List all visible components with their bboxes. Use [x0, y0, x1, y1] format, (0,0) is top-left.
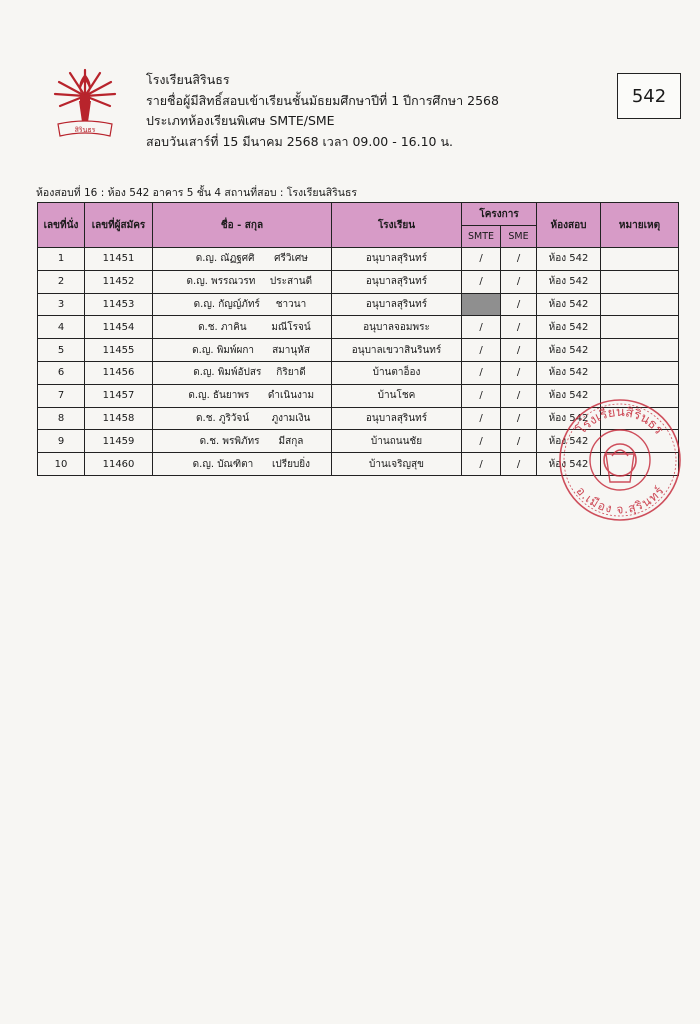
seat-cell: 7 — [38, 384, 85, 407]
col-note: หมายเหตุ — [601, 203, 679, 248]
name-cell — [153, 453, 332, 476]
table-row — [38, 293, 679, 316]
seat-cell: 9 — [38, 430, 85, 453]
col-smte: SMTE — [462, 226, 501, 248]
note-cell — [601, 339, 679, 362]
school-name: โรงเรียนสิรินธร — [146, 72, 230, 87]
sme-cell: / — [501, 407, 537, 430]
document-title: รายชื่อผู้มีสิทธิ์สอบเข้าเรียนชั้นมัธยมศึกษาปีที่ 1 ปีการศึกษา 2568 — [146, 92, 499, 108]
svg-text:โรงเรียนสิรินธร: โรงเรียนสิรินธร — [574, 404, 666, 438]
table-row — [38, 248, 679, 271]
document-header — [146, 70, 586, 152]
last-name: มีสกุล — [278, 435, 304, 447]
seat-cell: 1 — [38, 248, 85, 271]
last-name: เปรียบยิ่ง — [271, 458, 311, 470]
name-cell — [153, 361, 332, 384]
first-name: ด.ช. ภูริวัจน์ — [196, 412, 250, 424]
smte-cell: / — [462, 430, 501, 453]
last-name: ประสานดี — [269, 276, 313, 288]
first-name: ด.ช. พรพิภัทร — [199, 435, 260, 447]
seat-cell: 6 — [38, 361, 85, 384]
table-header-row — [38, 203, 679, 226]
school-cell: อนุบาลเขวาสินรินทร์ — [332, 339, 462, 362]
note-cell — [601, 248, 679, 271]
last-name: ภูงามเงิน — [271, 412, 311, 424]
first-name: ด.ญ. บัณฑิตา — [192, 458, 254, 470]
applicant-cell: 11458 — [85, 407, 153, 430]
school-cell: บ้านถนนชัย — [332, 430, 462, 453]
table-row — [38, 316, 679, 339]
program-type: ประเภทห้องเรียนพิเศษ SMTE/SME — [146, 113, 335, 128]
col-applicant: เลขที่ผู้สมัคร — [85, 203, 153, 248]
applicant-cell: 11451 — [85, 248, 153, 271]
smte-cell: / — [462, 361, 501, 384]
name-cell — [153, 407, 332, 430]
last-name: ศรีวิเศษ — [274, 253, 308, 265]
first-name: ด.ญ. พรรณวรท — [186, 276, 256, 288]
smte-cell: / — [462, 248, 501, 271]
smte-cell — [462, 293, 501, 316]
note-cell — [601, 293, 679, 316]
sme-cell: / — [501, 361, 537, 384]
first-name: ด.ญ. กัญญ์ภัทร์ — [193, 298, 260, 310]
sme-cell: / — [501, 384, 537, 407]
room-cell: ห้อง 542 — [537, 407, 601, 430]
first-name: ด.ช. ภาคิน — [198, 321, 247, 333]
note-cell — [601, 270, 679, 293]
last-name: กิริยาดี — [276, 367, 306, 379]
room-cell: ห้อง 542 — [537, 384, 601, 407]
smte-cell: / — [462, 316, 501, 339]
smte-cell: / — [462, 339, 501, 362]
applicant-cell: 11452 — [85, 270, 153, 293]
room-cell: ห้อง 542 — [537, 361, 601, 384]
exam-room-info: ห้องสอบที่ 16 : ห้อง 542 อาคาร 5 ชั้น 4 สถานที่สอบ : โรงเรียนสิรินธร — [36, 187, 358, 199]
room-number-badge: 542 — [617, 73, 681, 119]
school-cell: อนุบาลจอมพระ — [332, 316, 462, 339]
last-name: ดำเนินงาม — [267, 390, 315, 402]
sme-cell: / — [501, 293, 537, 316]
sme-cell: / — [501, 316, 537, 339]
school-cell: อนุบาลสุรินทร์ — [332, 407, 462, 430]
school-cell: อนุบาลสุรินทร์ — [332, 293, 462, 316]
first-name: ด.ญ. พิมพ์ผกา — [192, 344, 254, 356]
first-name: ด.ญ. พิมพ์อัปสร — [193, 367, 262, 379]
applicant-cell: 11453 — [85, 293, 153, 316]
seat-cell: 8 — [38, 407, 85, 430]
room-cell: ห้อง 542 — [537, 270, 601, 293]
school-cell: อนุบาลสุรินทร์ — [332, 248, 462, 271]
school-cell: บ้านโชค — [332, 384, 462, 407]
svg-text:อ.เมือง จ.สุรินทร์: อ.เมือง จ.สุรินทร์ — [573, 483, 667, 517]
smte-cell: / — [462, 407, 501, 430]
sme-cell: / — [501, 430, 537, 453]
school-cell: บ้านเจริญสุข — [332, 453, 462, 476]
note-cell — [601, 316, 679, 339]
name-cell — [153, 384, 332, 407]
sme-cell: / — [501, 248, 537, 271]
col-project: โครงการ — [462, 203, 537, 226]
last-name: มณีโรจน์ — [271, 321, 311, 333]
smte-cell: / — [462, 384, 501, 407]
seat-cell: 2 — [38, 270, 85, 293]
school-cell: อนุบาลสุรินทร์ — [332, 270, 462, 293]
applicant-cell: 11455 — [85, 339, 153, 362]
seat-cell: 10 — [38, 453, 85, 476]
col-school: โรงเรียน — [332, 203, 462, 248]
applicant-cell: 11460 — [85, 453, 153, 476]
seat-cell: 5 — [38, 339, 85, 362]
room-cell: ห้อง 542 — [537, 453, 601, 476]
school-seal-stamp — [556, 396, 684, 524]
room-cell: ห้อง 542 — [537, 248, 601, 271]
seat-cell: 4 — [38, 316, 85, 339]
room-cell: ห้อง 542 — [537, 293, 601, 316]
col-seat: เลขที่นั่ง — [38, 203, 85, 248]
sme-cell: / — [501, 339, 537, 362]
note-cell — [601, 361, 679, 384]
sme-cell: / — [501, 453, 537, 476]
first-name: ด.ญ. ธันยาพร — [188, 390, 250, 402]
school-logo-icon — [52, 66, 118, 140]
svg-text:สิรินธร: สิรินธร — [74, 126, 96, 134]
school-cell: บ้านตาอ็อง — [332, 361, 462, 384]
col-sme: SME — [501, 226, 537, 248]
smte-cell: / — [462, 270, 501, 293]
room-cell: ห้อง 542 — [537, 430, 601, 453]
room-cell: ห้อง 542 — [537, 316, 601, 339]
name-cell — [153, 293, 332, 316]
name-cell — [153, 430, 332, 453]
seat-cell: 3 — [38, 293, 85, 316]
table-row — [38, 270, 679, 293]
exam-schedule: สอบวันเสาร์ที่ 15 มีนาคม 2568 เวลา 09.00 - 16.10 น. — [146, 133, 453, 149]
applicant-cell: 11454 — [85, 316, 153, 339]
table-row — [38, 361, 679, 384]
name-cell — [153, 339, 332, 362]
smte-cell: / — [462, 453, 501, 476]
applicant-cell: 11457 — [85, 384, 153, 407]
last-name: ชาวนา — [275, 298, 307, 310]
last-name: สมานุหัส — [272, 344, 310, 356]
name-cell — [153, 248, 332, 271]
sme-cell: / — [501, 270, 537, 293]
applicant-cell: 11456 — [85, 361, 153, 384]
col-room: ห้องสอบ — [537, 203, 601, 248]
name-cell — [153, 270, 332, 293]
name-cell — [153, 316, 332, 339]
applicant-cell: 11459 — [85, 430, 153, 453]
col-name: ชื่อ - สกุล — [153, 203, 332, 248]
first-name: ด.ญ. ณัฏฐศศิ — [195, 253, 255, 265]
room-cell: ห้อง 542 — [537, 339, 601, 362]
table-row — [38, 339, 679, 362]
